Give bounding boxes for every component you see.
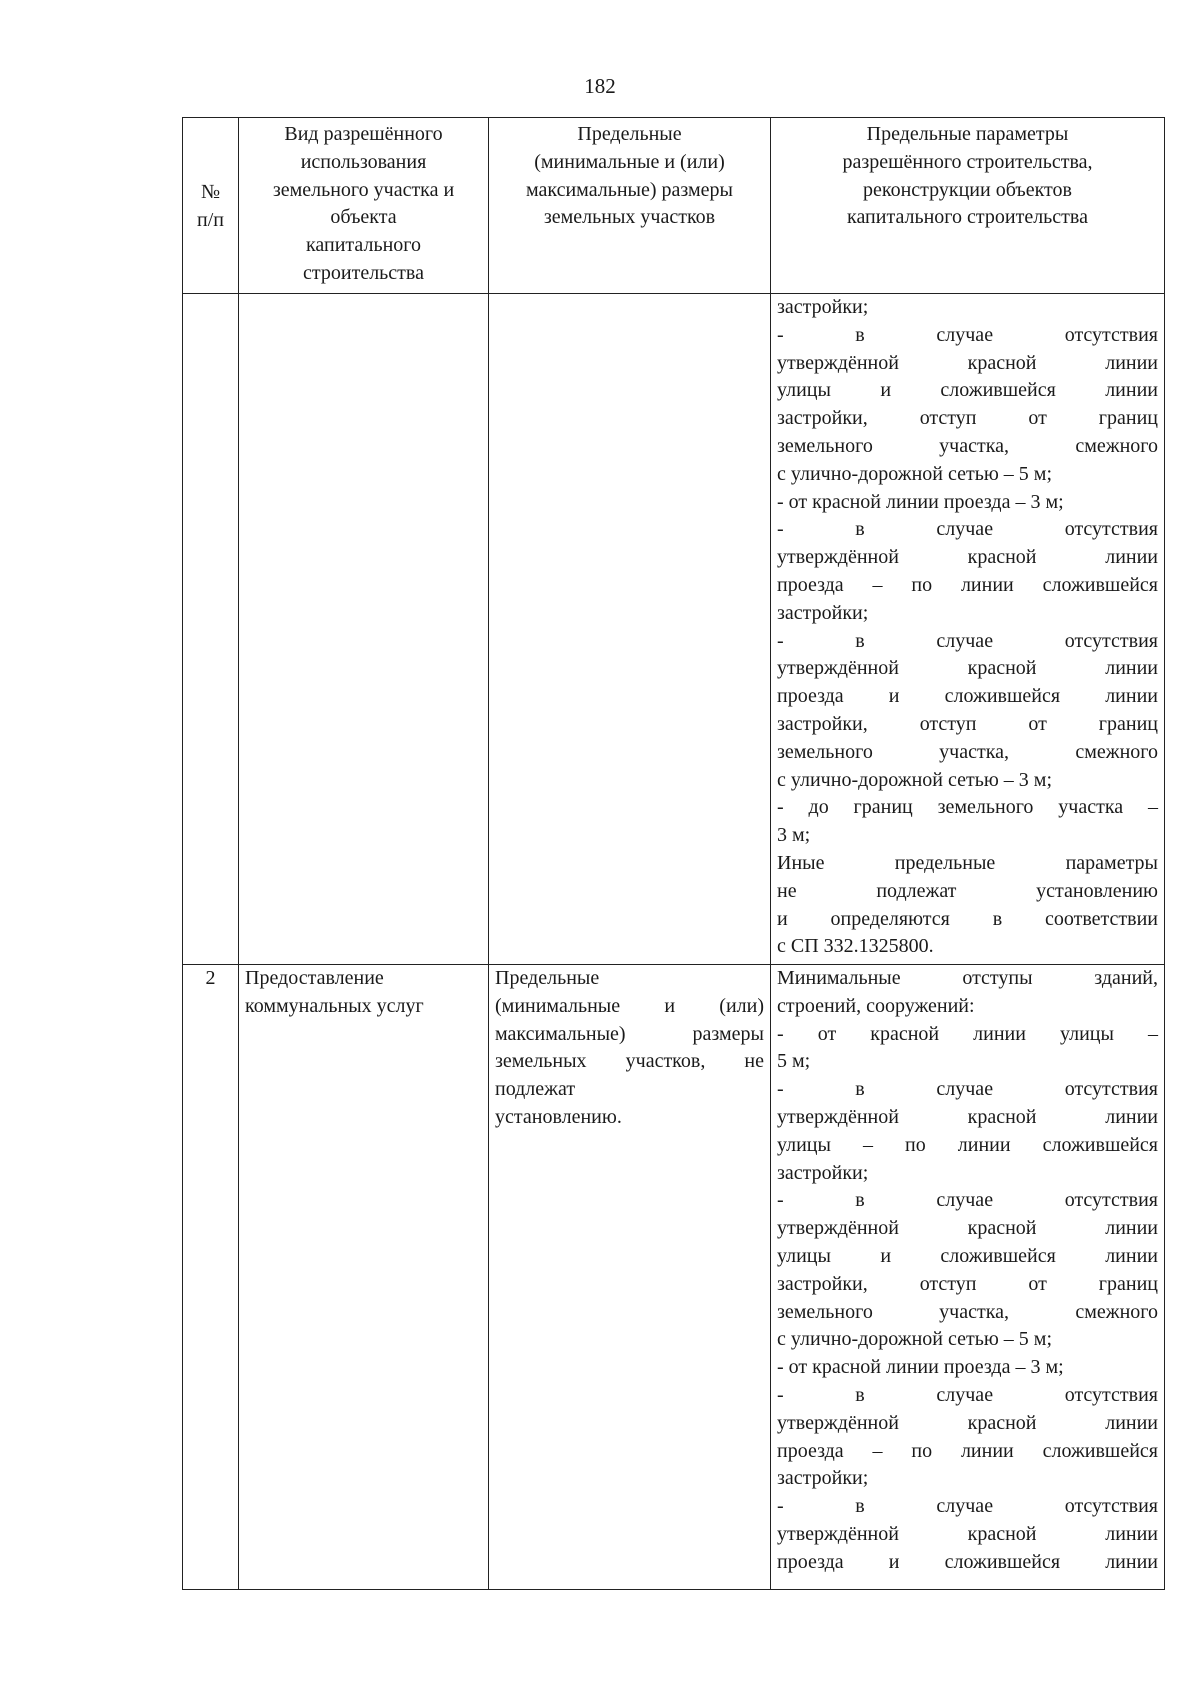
header-plot-size: Предельные (минимальные и (или) максимальные) размеры земельных участков [489,118,771,294]
table-header-row [183,118,1165,294]
row-build-params: застройки; - в случае отсутствия утверждённой красной линии улицы и сложившейся линии застройки, отступ от границ земельного участка, смежного с улично-дорожной сетью – 5 м; - от красной линии проезда – 3 м; - в случае отсутствия утверждённой красной линии проезда – по линии сложившейся застройки; - в случае отсутствия утверждённой красной линии проезда и сложившейся линии застройки, отступ от границ земельного участка, смежного с улично-дорожной сетью – 3 м; - до границ земельного участка – 3 м; Иные предельные параметры не подлежат установлению и определяются в соответствии с СП 332.1325800. [771,294,1165,965]
header-use-type: Вид разрешённого использования земельного участка и объекта капитального строительства [239,118,489,294]
row-use-type [239,294,489,965]
table-row [183,294,1165,965]
header-number: № п/п [183,118,239,294]
regulations-table [182,117,1165,1590]
row-use-type: Предоставление коммунальных услуг [239,965,489,1590]
page-number: 182 [584,74,616,98]
row-number [183,294,239,965]
header-build-params: Предельные параметры разрешённого строительства, реконструкции объектов капитального строительства [771,118,1165,294]
row-plot-size [489,294,771,965]
row-build-params: Минимальные отступы зданий, строений, сооружений: - от красной линии улицы – 5 м; - в случае отсутствия утверждённой красной линии улицы – по линии сложившейся застройки; - в случае отсутствия утверждённой красной линии улицы и сложившейся линии застройки, отступ от границ земельного участка, смежного с улично-дорожной сетью – 5 м; - от красной линии проезда – 3 м; - в случае отсутствия утверждённой красной линии проезда – по линии сложившейся застройки; - в случае отсутствия утверждённой красной линии проезда и сложившейся линии [771,965,1165,1590]
row-plot-size: Предельные (минимальные и (или) максимальные) размеры земельных участков, не подлежат установлению. [489,965,771,1590]
row-number: 2 [183,965,239,1590]
table-row [183,965,1165,1590]
